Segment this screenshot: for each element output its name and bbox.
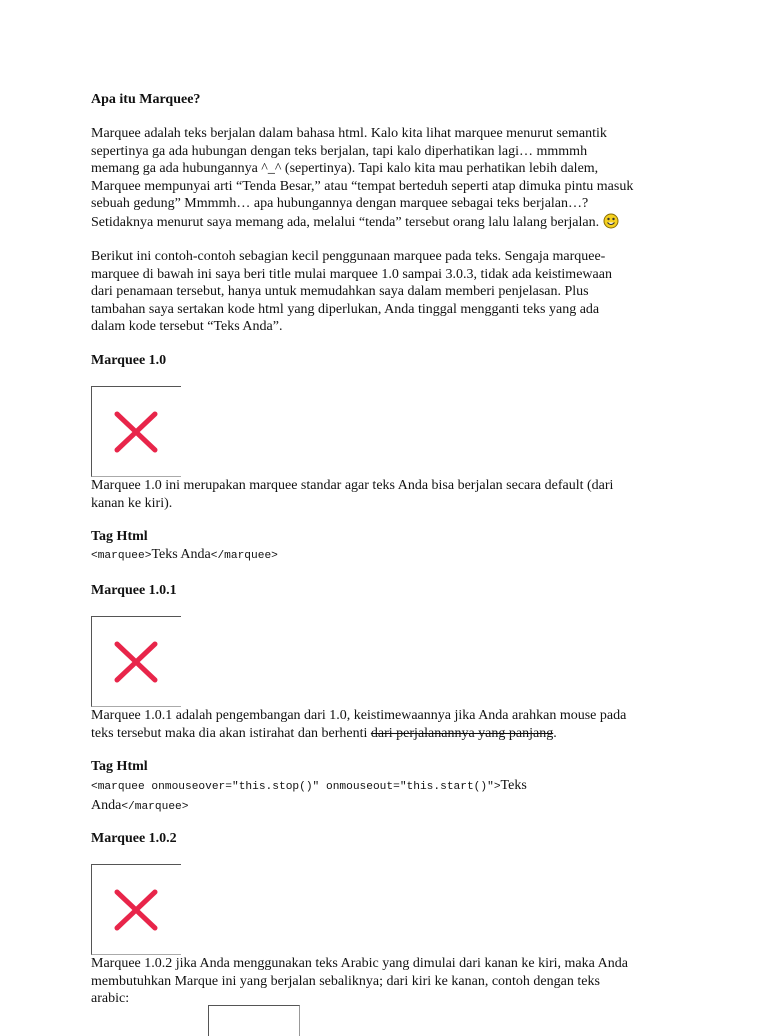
heading-apa-itu-marquee: Apa itu Marquee?	[91, 92, 201, 107]
desc-line: kanan ke kiri).	[91, 495, 173, 511]
intro-line-text: Setidaknya menurut saya memang ada, melalui “tenda” tersebut orang lalu lalang berjalan.	[91, 214, 600, 230]
desc-end: .	[553, 725, 557, 741]
code-open-tag: <marquee onmouseover="this.stop()" onmouseout="this.start()">	[91, 781, 501, 793]
code-close-tag: </marquee>	[121, 800, 189, 813]
broken-image-placeholder	[91, 616, 181, 707]
desc-line: Marquee 1.0 ini merupakan marquee standar agar teks Anda bisa berjalan secara default (dari	[91, 478, 614, 493]
para2-line: marquee di bawah ini saya beri title mulai marquee 1.0 sampai 3.0.3, tidak ada keistimewaan	[91, 266, 612, 282]
desc-line: arabic:	[91, 991, 130, 1007]
intro-line: sebuah gedung” Mmmmh… apa hubungannya dengan marquee sebagai teks berjalan…?	[91, 196, 589, 212]
code-text: Teks Anda	[151, 547, 211, 562]
broken-image-placeholder	[91, 386, 181, 477]
desc-line: Marquee 1.0.2 jika Anda menggunakan teks Arabic yang dimulai dari kanan ke kiri, maka Anda	[91, 956, 628, 971]
marquee-1-0-1-description	[91, 707, 691, 742]
code-close-tag: </marquee>	[210, 550, 278, 562]
broken-image-placeholder-partial	[208, 1005, 300, 1036]
desc-line	[91, 725, 691, 743]
examples-paragraph	[91, 248, 691, 336]
intro-line: memang ga ada hubungannya ^_^ (sepertinya). Tapi kalo kita mau perhatikan lebih dalem,	[91, 161, 599, 177]
code-text: Anda	[91, 797, 122, 813]
broken-image-icon	[114, 641, 158, 683]
intro-line-last	[91, 213, 691, 235]
broken-image-icon	[114, 411, 158, 453]
heading-marquee-1-0-2: Marquee 1.0.2	[91, 831, 177, 846]
para2-line: dari penamaan tersebut, hanya untuk memudahkan saya dalam memberi penjelasan. Plus	[91, 284, 589, 300]
smiley-icon	[603, 213, 619, 235]
intro-line: sepertinya ga ada hubungan dengan teks berjalan, tapi kalo diperhatikan lagi… mmmmh	[91, 143, 588, 159]
desc-strikethrough: dari perjalanannya yang panjang	[370, 725, 554, 741]
intro-line: Marquee adalah teks berjalan dalam bahasa html. Kalo kita lihat marquee menurut semantik	[91, 126, 607, 141]
code-text: Teks	[500, 778, 527, 793]
marquee-1-0-1-code	[91, 777, 691, 816]
tag-html-heading: Tag Html	[91, 759, 148, 774]
code-open-tag: <marquee>	[91, 550, 152, 562]
tag-html-heading: Tag Html	[91, 529, 148, 544]
para2-line: Berikut ini contoh-contoh sebagian kecil penggunaan marquee pada teks. Sengaja marquee-	[91, 249, 606, 264]
para2-line: dalam kode tersebut “Teks Anda”.	[91, 319, 283, 335]
intro-paragraph	[91, 125, 691, 235]
para2-line: tambahan saya sertakan kode html yang diperlukan, Anda tinggal mengganti teks yang ada	[91, 301, 600, 317]
heading-marquee-1-0-1: Marquee 1.0.1	[91, 583, 177, 598]
marquee-1-0-code	[91, 546, 691, 566]
intro-line: Marquee mempunyai arti “Tenda Besar,” atau “tempat berteduh seperti atap dimuka pintu masuk	[91, 178, 634, 194]
heading-marquee-1-0: Marquee 1.0	[91, 353, 167, 368]
marquee-1-0-2-description	[91, 955, 691, 1008]
broken-image-icon	[114, 889, 158, 931]
broken-image-placeholder	[91, 864, 181, 955]
marquee-1-0-description	[91, 477, 691, 512]
desc-line: membutuhkan Marque ini yang berjalan sebaliknya; dari kiri ke kanan, contoh dengan teks	[91, 973, 600, 989]
desc-line: Marquee 1.0.1 adalah pengembangan dari 1.0, keistimewaannya jika Anda arahkan mouse pada	[91, 708, 627, 723]
desc-plain: teks tersebut maka dia akan istirahat dan berhenti	[91, 725, 371, 741]
